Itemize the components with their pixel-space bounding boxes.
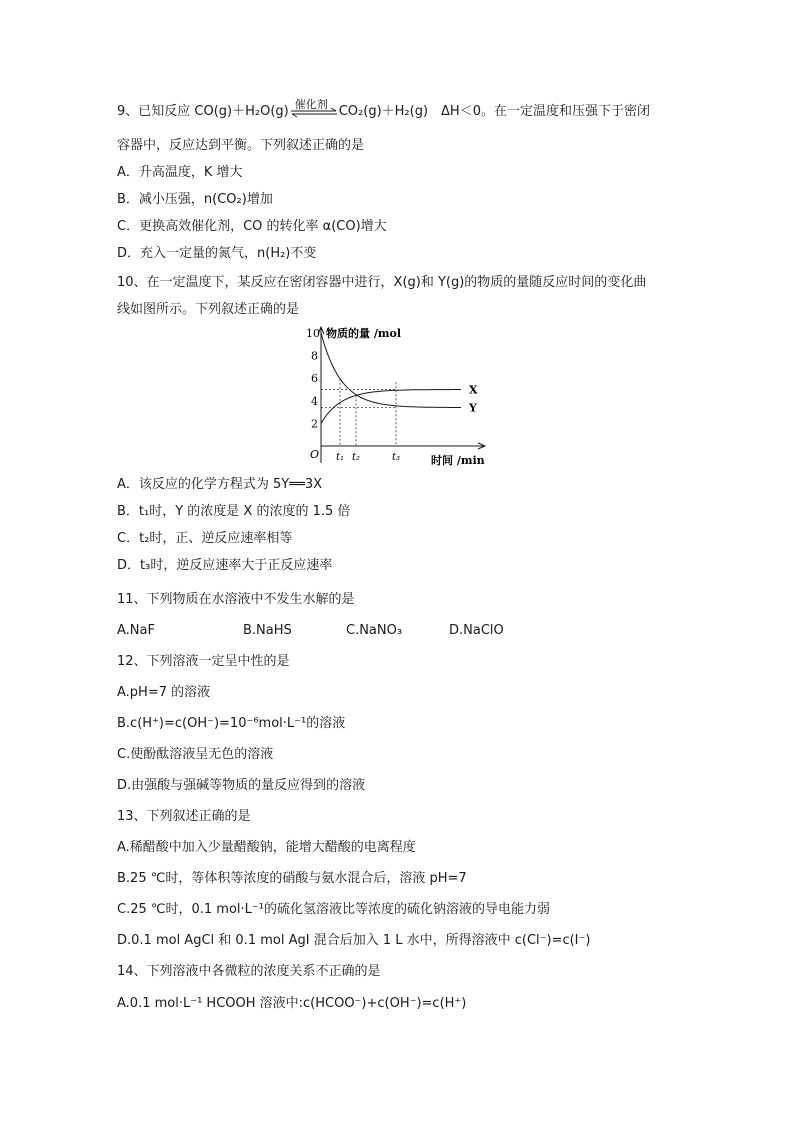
x-tick-label: t₁ — [336, 452, 345, 463]
x-tick-label: t₃ — [392, 452, 401, 463]
q9-stem-part-a: 9、已知反应 CO(g)＋H₂O(g) — [117, 104, 289, 119]
q14-option-a: A.0.1 mol·L⁻¹ HCOOH 溶液中:c(HCOO⁻)+c(OH⁻)=c(H⁺) — [117, 996, 467, 1011]
series-labels — [468, 384, 478, 415]
q9-option-c: C．更换高效催化剂，CO 的转化率 α(CO)增大 — [117, 219, 387, 234]
y-tick-label: 4 — [311, 394, 318, 408]
x-tick-labels — [336, 452, 400, 463]
q13-option-d: D.0.1 mol AgCl 和 0.1 mol AgI 混合后加入 1 L 水中，所得溶液中 c(Cl⁻)=c(I⁻) — [117, 933, 591, 948]
y-tick-label: 8 — [311, 349, 318, 363]
curve-y — [321, 333, 461, 408]
q10-option-d: D．t₃时，逆反应速率大于正反应速率 — [117, 558, 333, 573]
q9-option-b: B．减小压强，n(CO₂)增加 — [117, 192, 273, 207]
q13-option-c: C.25 ℃时，0.1 mol·L⁻¹的硫化氢溶液比等浓度的硫化钠溶液的导电能力弱 — [117, 902, 550, 917]
q11-option-d: D.NaClO — [449, 623, 504, 638]
amount-vs-time-chart — [296, 323, 496, 468]
equilibrium-arrow-icon — [289, 103, 339, 121]
q14-stem: 14、下列溶液中各微粒的浓度关系不正确的是 — [117, 964, 381, 979]
q13-stem: 13、下列叙述正确的是 — [117, 809, 251, 824]
q11-option-a: A.NaF — [117, 623, 155, 638]
q9-stem-line2: 容器中，反应达到平衡。下列叙述正确的是 — [117, 138, 365, 153]
q12-stem: 12、下列溶液一定呈中性的是 — [117, 654, 290, 669]
y-tick-label: 6 — [311, 372, 318, 386]
series-curves — [321, 333, 461, 423]
y-tick-label: 10 — [306, 327, 320, 340]
series-label-y: Y — [469, 401, 477, 415]
q10-stem-line2: 线如图所示。下列叙述正确的是 — [117, 302, 300, 317]
reversible-arrow — [289, 98, 339, 121]
series-label-x: X — [469, 383, 478, 397]
curve-x — [321, 390, 461, 424]
q12-option-b: B.c(H⁺)=c(OH⁻)=10⁻⁶mol·L⁻¹的溶液 — [117, 716, 346, 731]
q12-option-d: D.由强酸与强碱等物质的量反应得到的溶液 — [117, 778, 366, 793]
q10-option-b: B．t₁时，Y 的浓度是 X 的浓度的 1.5 倍 — [117, 504, 351, 519]
catalyst-label: 催化剂 — [294, 98, 328, 111]
q12-option-a: A.pH=7 的溶液 — [117, 685, 211, 700]
q10-stem-line1: 10、在一定温度下，某反应在密闭容器中进行，X(g)和 Y(g)的物质的量随反应时间的变化曲 — [117, 275, 647, 290]
q10-option-c: C．t₂时，正、逆反应速率相等 — [117, 531, 293, 546]
q11-stem: 11、下列物质在水溶液中不发生水解的是 — [117, 592, 355, 607]
x-tick-label: t₂ — [352, 452, 361, 463]
q12-option-c: C.使酚酞溶液呈无色的溶液 — [117, 747, 274, 762]
y-axis-label: 物质的量 /mol — [326, 327, 402, 340]
q13-option-a: A.稀醋酸中加入少量醋酸钠，能增大醋酸的电离程度 — [117, 840, 416, 855]
q9-option-a: A．升高温度，K 增大 — [117, 165, 243, 180]
y-tick-label: 2 — [311, 417, 318, 431]
q9-stem-line1 — [117, 98, 650, 121]
x-axis-label: 时间 /min — [431, 454, 485, 467]
y-tick-labels — [306, 327, 320, 430]
q9-stem-part-b: CO₂(g)＋H₂(g) ΔH＜0。在一定温度和压强下于密闭 — [338, 104, 650, 119]
q13-option-b: B.25 ℃时，等体积等浓度的硝酸与氨水混合后，溶液 pH=7 — [117, 871, 467, 886]
q11-option-b: B.NaHS — [243, 623, 292, 638]
dashed-guides — [321, 379, 396, 446]
q10-option-a: A．该反应的化学方程式为 5Y══3X — [117, 477, 323, 492]
origin-label: O — [310, 448, 320, 461]
q9-option-d: D．充入一定量的氮气，n(H₂)不变 — [117, 246, 317, 261]
q11-option-c: C.NaNO₃ — [346, 623, 403, 638]
